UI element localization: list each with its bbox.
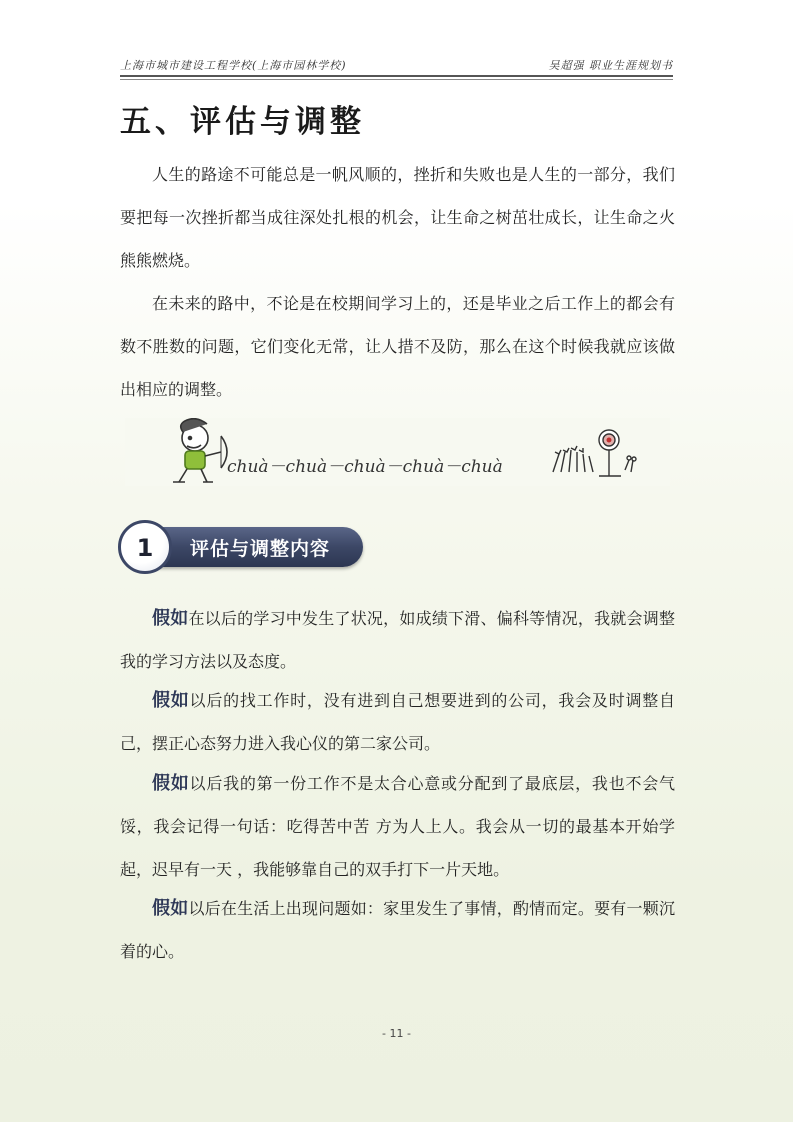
archer-illustration xyxy=(125,418,670,486)
illustration-caption: chuà－chuà－chuà－chuà－chuà xyxy=(227,457,503,477)
header-divider xyxy=(120,79,673,80)
scenario-paragraph-4 xyxy=(120,887,675,973)
scenario-text: 在以后的学习中发生了状况，如成绩下滑、偏科等情况，我就会调整我的学习方法以及态度。 xyxy=(120,609,675,671)
page-header xyxy=(120,53,673,77)
scenario-keyword: 假如 xyxy=(152,608,189,629)
scenario-keyword: 假如 xyxy=(152,898,189,919)
scenario-text: 以后的找工作时，没有进到自己想要进到的公司，我会及时调整自己，摆正心态努力进入我心仪的第二家公司。 xyxy=(120,691,675,753)
scenario-paragraph-3 xyxy=(120,762,675,891)
section-title: 评估与调整内容 xyxy=(190,538,331,560)
section-heading: 五、评估与调整 xyxy=(120,104,365,140)
section-number: 1 xyxy=(136,534,154,562)
scenario-text: 以后在生活上出现问题如：家里发生了事情，酌情而定。要有一颗沉着的心。 xyxy=(120,899,675,961)
scenario-paragraph-2 xyxy=(120,679,675,765)
page-number: - 11 - xyxy=(382,1027,411,1040)
scenario-keyword: 假如 xyxy=(152,773,190,794)
header-school-name: 上海市城市建设工程学校(上海市园林学校) xyxy=(120,59,347,72)
section-banner xyxy=(118,520,368,576)
intro-paragraph-1: 人生的路途不可能总是一帆风顺的，挫折和失败也是人生的一部分，我们要把每一次挫折都当成往深处扎根的机会，让生命之树茁壮成长，让生命之火熊熊燃烧。 xyxy=(120,165,675,270)
scenario-keyword: 假如 xyxy=(152,690,190,711)
scenario-paragraph-1 xyxy=(120,597,675,683)
intro-paragraph-2: 在未来的路中，不论是在校期间学习上的，还是毕业之后工作上的都会有数不胜数的问题，它们变化无常，让人措不及防，那么在这个时候我就应该做出相应的调整。 xyxy=(120,294,675,399)
section-number-badge xyxy=(118,520,172,574)
scenario-text: 以后我的第一份工作不是太合心意或分配到了最底层，我也不会气馁，我会记得一句话：吃得苦中苦 方为人上人。我会从一切的最基本开始学起，迟早有一天 ，我能够靠自己的双手打下一片天地。 xyxy=(120,774,675,879)
header-document-title: 吴超强 职业生涯规划书 xyxy=(548,59,673,72)
